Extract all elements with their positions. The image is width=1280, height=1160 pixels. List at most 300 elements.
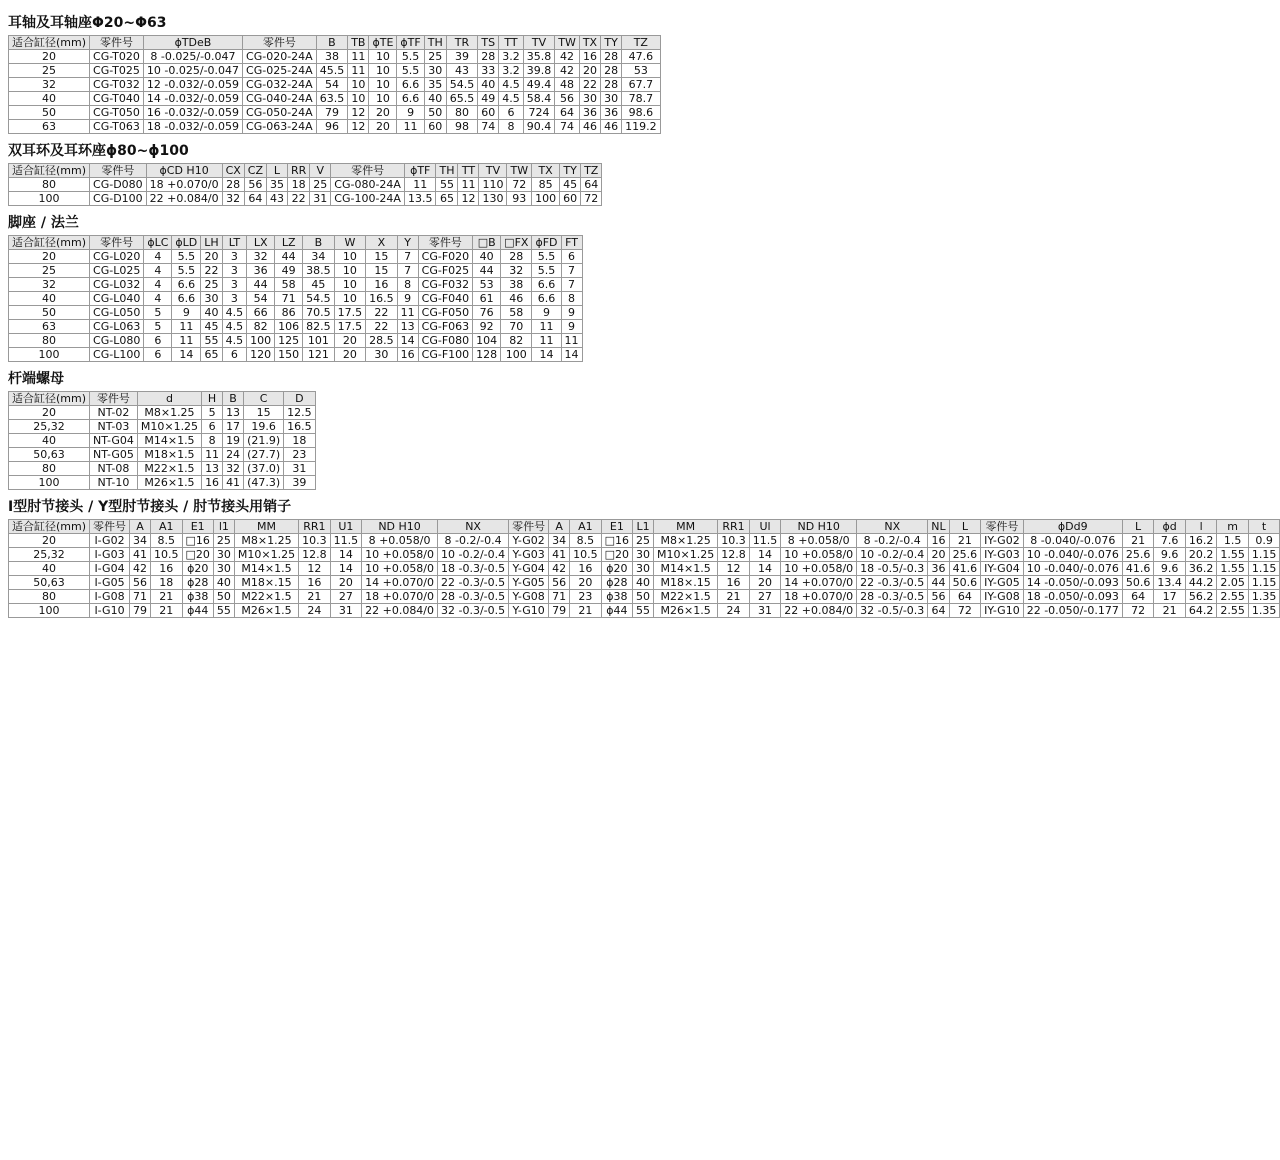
table-cell: 1.5 <box>1217 534 1249 548</box>
table-cell: 10 <box>369 64 397 78</box>
table-cell: 3.2 <box>499 64 524 78</box>
column-header: ϕFD <box>532 236 561 250</box>
table-cell: M10×1.25 <box>234 548 298 562</box>
table-cell: 72 <box>949 604 981 618</box>
table-cell: 34 <box>130 534 151 548</box>
table-cell: 28 -0.3/-0.5 <box>438 590 509 604</box>
table-cell: 12 <box>299 562 331 576</box>
table-cell: 8 -0.2/-0.4 <box>857 534 928 548</box>
table-cell: 50 <box>9 106 90 120</box>
table-cell: CG-F100 <box>418 348 473 362</box>
table-cell: 16 <box>202 476 223 490</box>
table-cell: 30 <box>213 562 234 576</box>
table-cell: 1.55 <box>1217 548 1249 562</box>
column-header: 零件号 <box>331 164 405 178</box>
table-cell: 20 <box>9 250 90 264</box>
table-cell: 14 +0.070/0 <box>781 576 857 590</box>
table-cell: 79 <box>549 604 570 618</box>
table-cell: 4.5 <box>499 78 524 92</box>
table-cell: 44 <box>275 250 303 264</box>
table-cell: 3 <box>222 278 247 292</box>
table-cell: 6.6 <box>532 292 561 306</box>
table-cell: 3 <box>222 250 247 264</box>
table-cell: Y-G05 <box>509 576 549 590</box>
table-cell: 724 <box>523 106 555 120</box>
table-cell: 17.5 <box>334 306 366 320</box>
column-header: A <box>130 520 151 534</box>
table-cell: 14 -0.032/-0.059 <box>143 92 242 106</box>
table-cell: 9.6 <box>1154 548 1186 562</box>
table-cell: CG-T025 <box>90 64 144 78</box>
table-cell: 39 <box>446 50 478 64</box>
table-cell: 79 <box>316 106 348 120</box>
column-header: 零件号 <box>509 520 549 534</box>
table-cell: 11 <box>397 306 418 320</box>
table-cell: NT-G05 <box>90 448 138 462</box>
table-cell: 13.4 <box>1154 576 1186 590</box>
column-header: CX <box>222 164 244 178</box>
table-cell: 16.2 <box>1185 534 1217 548</box>
table-cell: 38 <box>316 50 348 64</box>
table-cell: IY-G04 <box>981 562 1024 576</box>
table-cell: 54.5 <box>446 78 478 92</box>
column-header: t <box>1248 520 1280 534</box>
table-cell: 27 <box>749 590 781 604</box>
table-cell: 80 <box>9 178 90 192</box>
table-cell: 10 +0.058/0 <box>362 548 438 562</box>
table-cell: 8 -0.040/-0.076 <box>1023 534 1122 548</box>
table-cell: M22×1.5 <box>234 590 298 604</box>
table-cell: 55 <box>201 334 222 348</box>
table-cell: 21 <box>949 534 981 548</box>
table-cell: 10 <box>334 278 366 292</box>
column-header: NL <box>928 520 949 534</box>
table-cell: 40 <box>473 250 501 264</box>
table-cell: 18 -0.5/-0.3 <box>857 562 928 576</box>
spec-table <box>8 163 602 206</box>
section-title: 杆端螺母 <box>8 371 64 387</box>
table-cell: 43 <box>446 64 478 78</box>
table-row <box>9 92 661 106</box>
table-cell: 61 <box>473 292 501 306</box>
column-header: FT <box>561 236 582 250</box>
column-header: TV <box>479 164 507 178</box>
table-cell: ϕ44 <box>182 604 213 618</box>
table-cell: CG-L080 <box>90 334 144 348</box>
table-cell: 6 <box>499 106 524 120</box>
table-cell: 64.2 <box>1185 604 1217 618</box>
section-title: I型肘节接头 / Y型肘节接头 / 肘节接头用销子 <box>8 499 292 515</box>
spec-table <box>8 519 1280 618</box>
table-cell: CG-L100 <box>90 348 144 362</box>
table-cell: 6 <box>144 334 172 348</box>
table-cell: 15 <box>366 250 398 264</box>
table-cell: 56 <box>928 590 949 604</box>
table-cell: 22 +0.084/0 <box>362 604 438 618</box>
column-header: TX <box>532 164 560 178</box>
table-cell: NT-08 <box>90 462 138 476</box>
table-cell: 36 <box>579 106 600 120</box>
table-cell: CG-080-24A <box>331 178 405 192</box>
table-cell: 7.6 <box>1154 534 1186 548</box>
column-header: L <box>1122 520 1154 534</box>
table-cell: I-G04 <box>90 562 130 576</box>
table-cell: 8 <box>397 278 418 292</box>
table-cell: 10 -0.2/-0.4 <box>857 548 928 562</box>
table-cell: □20 <box>182 548 213 562</box>
table-cell: 2.05 <box>1217 576 1249 590</box>
table-cell: 5.5 <box>397 50 424 64</box>
table-cell: 100 <box>501 348 532 362</box>
table-cell: I-G02 <box>90 534 130 548</box>
column-header: L1 <box>633 520 654 534</box>
table-cell: 4 <box>144 264 172 278</box>
table-cell: 10 <box>348 78 369 92</box>
table-cell: CG-L020 <box>90 250 144 264</box>
table-cell: 5 <box>202 406 223 420</box>
column-header: l1 <box>213 520 234 534</box>
table-cell: 32 <box>223 462 244 476</box>
table-cell: 8 <box>202 434 223 448</box>
table-cell: 101 <box>303 334 335 348</box>
table-cell: 14 <box>749 548 781 562</box>
table-cell: 54 <box>247 292 275 306</box>
table-cell: 18 -0.050/-0.093 <box>1023 590 1122 604</box>
table-cell: 6.6 <box>172 292 201 306</box>
table-row <box>9 320 583 334</box>
table-cell: 63 <box>9 320 90 334</box>
table-cell: 32 <box>9 278 90 292</box>
table-cell: 30 <box>633 562 654 576</box>
table-cell: 1.15 <box>1248 548 1280 562</box>
table-cell: 98 <box>446 120 478 134</box>
table-cell: 20 <box>334 334 366 348</box>
table-cell: CG-D080 <box>90 178 147 192</box>
table-cell: M10×1.25 <box>137 420 201 434</box>
table-cell: M8×1.25 <box>234 534 298 548</box>
table-cell: 50,63 <box>9 448 90 462</box>
table-cell: (27.7) <box>244 448 284 462</box>
table-cell: CG-032-24A <box>243 78 317 92</box>
table-cell: 8 -0.025/-0.047 <box>143 50 242 64</box>
column-header: 适合缸径(mm) <box>9 236 90 250</box>
table-cell: 25.6 <box>949 548 981 562</box>
column-header: TW <box>555 36 580 50</box>
table-cell: CG-040-24A <box>243 92 317 106</box>
table-cell: 8.5 <box>570 534 602 548</box>
table-cell: 35.8 <box>523 50 555 64</box>
table-cell: 56.2 <box>1185 590 1217 604</box>
table-cell: 11 <box>348 64 369 78</box>
table-cell: 25 <box>9 64 90 78</box>
table-cell: 17.5 <box>334 320 366 334</box>
column-header: ϕLD <box>172 236 201 250</box>
table-cell: 10 <box>334 264 366 278</box>
table-cell: 50,63 <box>9 576 90 590</box>
column-header: V <box>310 164 331 178</box>
table-cell: 10 +0.058/0 <box>781 548 857 562</box>
table-cell: 1.35 <box>1248 590 1280 604</box>
table-row <box>9 534 1280 548</box>
table-cell: 11 <box>348 50 369 64</box>
table-cell: 21 <box>1154 604 1186 618</box>
table-cell: 6 <box>222 348 247 362</box>
table-cell: 20 <box>928 548 949 562</box>
table-cell: 17 <box>223 420 244 434</box>
table-cell: Y-G04 <box>509 562 549 576</box>
table-cell: 45 <box>560 178 581 192</box>
table-cell: 56 <box>549 576 570 590</box>
table-cell: 34 <box>549 534 570 548</box>
table-cell: 30 <box>579 92 600 106</box>
table-cell: 30 <box>213 548 234 562</box>
table-row <box>9 476 316 490</box>
table-cell: NT-10 <box>90 476 138 490</box>
table-cell: 8 <box>561 292 582 306</box>
table-cell: 50 <box>633 590 654 604</box>
table-cell: 6.6 <box>532 278 561 292</box>
table-cell: 32 <box>9 78 90 92</box>
table-cell: 22 +0.084/0 <box>781 604 857 618</box>
column-header: RR1 <box>718 520 750 534</box>
column-header: C <box>244 392 284 406</box>
table-cell: 104 <box>473 334 501 348</box>
column-header: LZ <box>275 236 303 250</box>
column-header: MM <box>654 520 718 534</box>
table-cell: 25 <box>424 50 446 64</box>
table-cell: 10 -0.2/-0.4 <box>438 548 509 562</box>
table-row <box>9 420 316 434</box>
table-cell: 72 <box>581 192 602 206</box>
table-cell: 3 <box>222 292 247 306</box>
table-cell: 19 <box>223 434 244 448</box>
table-cell: 24 <box>299 604 331 618</box>
column-header: H <box>202 392 223 406</box>
table-cell: 28 <box>601 78 622 92</box>
column-header: RR1 <box>299 520 331 534</box>
table-row <box>9 78 661 92</box>
table-cell: 2.55 <box>1217 590 1249 604</box>
table-row <box>9 604 1280 618</box>
table-cell: 11 <box>172 334 201 348</box>
table-cell: 18 <box>284 434 316 448</box>
table-cell: 7 <box>397 250 418 264</box>
table-cell: 11.5 <box>330 534 362 548</box>
section-title: 脚座 / 法兰 <box>8 215 79 231</box>
table-cell: 67.7 <box>622 78 661 92</box>
table-cell: 65 <box>436 192 458 206</box>
table-cell: 65.5 <box>446 92 478 106</box>
table-cell: 60 <box>560 192 581 206</box>
column-header: TH <box>424 36 446 50</box>
table-cell: 41 <box>223 476 244 490</box>
table-cell: 3.2 <box>499 50 524 64</box>
column-header: A <box>549 520 570 534</box>
table-cell: 16.5 <box>284 420 316 434</box>
table-cell: 16 <box>718 576 750 590</box>
table-cell: 56 <box>130 576 151 590</box>
table-cell: 34 <box>303 250 335 264</box>
table-cell: 4.5 <box>222 306 247 320</box>
table-cell: 72 <box>1122 604 1154 618</box>
table-cell: 5 <box>144 320 172 334</box>
table-cell: 16 <box>928 534 949 548</box>
table-cell: 16.5 <box>366 292 398 306</box>
table-cell: 30 <box>366 348 398 362</box>
column-header: TY <box>601 36 622 50</box>
table-row <box>9 178 602 192</box>
table-cell: 58 <box>501 306 532 320</box>
table-cell: 49 <box>275 264 303 278</box>
table-cell: 40 <box>9 562 90 576</box>
table-cell: 82 <box>247 320 275 334</box>
table-cell: 100 <box>247 334 275 348</box>
table-cell: M26×1.5 <box>137 476 201 490</box>
table-cell: 50.6 <box>1122 576 1154 590</box>
table-cell: 18 +0.070/0 <box>362 590 438 604</box>
table-cell: 64 <box>555 106 580 120</box>
table-cell: 80 <box>9 462 90 476</box>
table-cell: 71 <box>275 292 303 306</box>
table-cell: 120 <box>247 348 275 362</box>
column-header: TX <box>579 36 600 50</box>
table-cell: 20 <box>749 576 781 590</box>
table-cell: 12 <box>458 192 479 206</box>
column-header: L <box>267 164 288 178</box>
table-cell: 82.5 <box>303 320 335 334</box>
table-cell: 9.6 <box>1154 562 1186 576</box>
column-header: TB <box>348 36 369 50</box>
table-cell: 48 <box>555 78 580 92</box>
table-cell: 28 <box>501 250 532 264</box>
table-cell: ϕ28 <box>182 576 213 590</box>
table-cell: 18 <box>288 178 310 192</box>
table-cell: 3 <box>222 264 247 278</box>
table-cell: Y-G08 <box>509 590 549 604</box>
table-cell: 20 <box>334 348 366 362</box>
table-cell: 76 <box>473 306 501 320</box>
column-header: LT <box>222 236 247 250</box>
table-cell: 2.55 <box>1217 604 1249 618</box>
table-cell: 16 <box>579 50 600 64</box>
table-cell: CG-F063 <box>418 320 473 334</box>
table-cell: 38 <box>501 278 532 292</box>
column-header: LX <box>247 236 275 250</box>
column-header: 适合缸径(mm) <box>9 520 90 534</box>
table-cell: Y-G10 <box>509 604 549 618</box>
table-cell: 64 <box>1122 590 1154 604</box>
table-cell: 32 -0.3/-0.5 <box>438 604 509 618</box>
table-cell: 53 <box>622 64 661 78</box>
table-cell: 11 <box>172 320 201 334</box>
column-header: NX <box>857 520 928 534</box>
table-cell: 41.6 <box>949 562 981 576</box>
table-cell: 106 <box>275 320 303 334</box>
column-header: TZ <box>581 164 602 178</box>
table-cell: 19.6 <box>244 420 284 434</box>
column-header: NX <box>438 520 509 534</box>
table-row <box>9 64 661 78</box>
table-cell: 25 <box>310 178 331 192</box>
table-cell: 12.8 <box>299 548 331 562</box>
table-cell: 11 <box>397 120 424 134</box>
table-cell: 6.6 <box>397 78 424 92</box>
table-cell: 150 <box>275 348 303 362</box>
table-cell: 60 <box>424 120 446 134</box>
table-cell: 6 <box>144 348 172 362</box>
table-cell: 28 -0.3/-0.5 <box>857 590 928 604</box>
table-cell: 40 <box>478 78 499 92</box>
table-cell: CG-100-24A <box>331 192 405 206</box>
table-cell: 18 -0.032/-0.059 <box>143 120 242 134</box>
table-cell: 41 <box>130 548 151 562</box>
table-cell: 72 <box>507 178 532 192</box>
table-cell: 8 +0.058/0 <box>781 534 857 548</box>
table-cell: (21.9) <box>244 434 284 448</box>
table-cell: 15 <box>244 406 284 420</box>
table-cell: 8 -0.2/-0.4 <box>438 534 509 548</box>
column-header: B <box>303 236 335 250</box>
table-cell: 1.15 <box>1248 562 1280 576</box>
section-title: 双耳环及耳环座ϕ80~ϕ100 <box>8 143 189 159</box>
table-cell: Y-G03 <box>509 548 549 562</box>
table-cell: 47.6 <box>622 50 661 64</box>
table-cell: 9 <box>172 306 201 320</box>
table-cell: 9 <box>397 292 418 306</box>
table-cell: ϕ20 <box>601 562 632 576</box>
column-header: 零件号 <box>90 520 130 534</box>
table-cell: 22 <box>201 264 222 278</box>
table-cell: 22 <box>366 320 398 334</box>
table-cell: 12 <box>348 120 369 134</box>
table-cell: 25,32 <box>9 548 90 562</box>
table-cell: □16 <box>182 534 213 548</box>
table-cell: 28 <box>601 50 622 64</box>
column-header: 零件号 <box>90 36 144 50</box>
table-cell: 31 <box>330 604 362 618</box>
table-cell: 20 <box>570 576 602 590</box>
table-cell: 40 <box>201 306 222 320</box>
table-cell: 100 <box>9 348 90 362</box>
table-cell: 11 <box>561 334 582 348</box>
table-cell: IY-G10 <box>981 604 1024 618</box>
table-cell: 6.6 <box>172 278 201 292</box>
table-cell: 10 <box>334 250 366 264</box>
table-row <box>9 562 1280 576</box>
table-cell: 30 <box>424 64 446 78</box>
column-header: MM <box>234 520 298 534</box>
table-cell: 50.6 <box>949 576 981 590</box>
table-cell: 66 <box>247 306 275 320</box>
table-cell: M10×1.25 <box>654 548 718 562</box>
table-cell: 24 <box>223 448 244 462</box>
table-cell: NT-G04 <box>90 434 138 448</box>
table-cell: 92 <box>473 320 501 334</box>
table-cell: 80 <box>9 334 90 348</box>
column-header: W <box>334 236 366 250</box>
table-row <box>9 576 1280 590</box>
table-cell: 70.5 <box>303 306 335 320</box>
table-cell: 20.2 <box>1185 548 1217 562</box>
table-cell: 128 <box>473 348 501 362</box>
column-header: E1 <box>601 520 632 534</box>
table-cell: 14 <box>330 548 362 562</box>
table-cell: 9 <box>532 306 561 320</box>
column-header: ϕLC <box>144 236 172 250</box>
table-cell: 10 <box>334 292 366 306</box>
table-cell: 4 <box>144 278 172 292</box>
table-row <box>9 334 583 348</box>
